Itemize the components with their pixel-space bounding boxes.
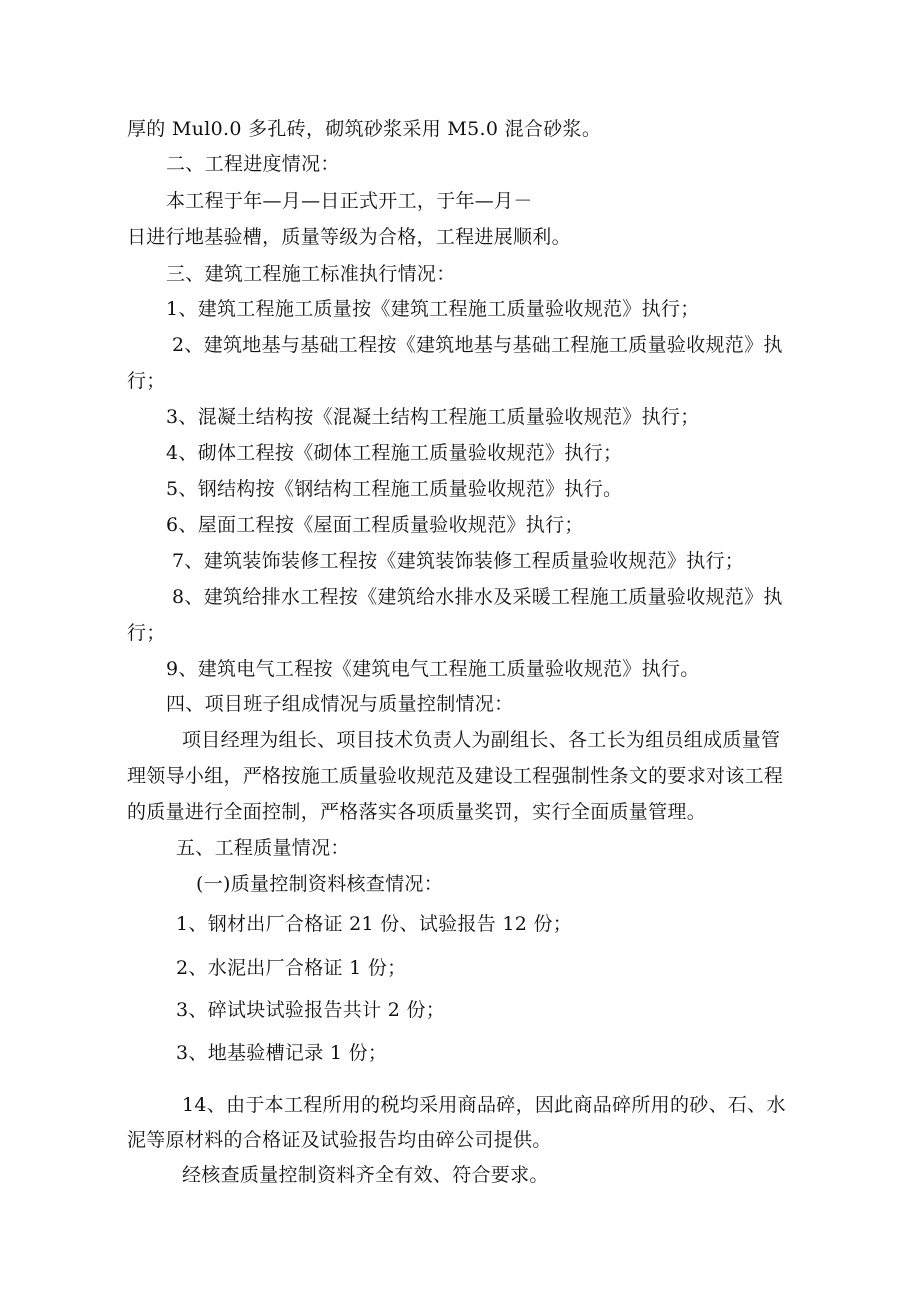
paragraph-line: 的质量进行全面控制，严格落实各项质量奖罚，实行全面质量管理。 — [127, 801, 707, 823]
paragraph-line: 理领导小组，严格按施工质量验收规范及建设工程强制性条文的要求对该工程 — [127, 765, 784, 787]
paragraph-line: 项目经理为组长、项目技术负责人为副组长、各工长为组员组成质量管 — [182, 729, 781, 751]
text-line: 厚的 Mul0.0 多孔砖，砌筑砂浆采用 M5.0 混合砂浆。 — [127, 118, 602, 140]
list-item: 3、混凝土结构按《混凝土结构工程施工质量验收规范》执行； — [166, 406, 700, 428]
list-item: 1、建筑工程施工质量按《建筑工程施工质量验收规范》执行； — [166, 298, 700, 320]
paragraph-line: 14、由于本工程所用的税均采用商品碎，因此商品碎所用的砂、石、水 — [182, 1094, 786, 1116]
text-line: 本工程于年—月—日正式开工，于年—月－ — [166, 190, 533, 212]
section-heading: 二、工程进度情况： — [166, 153, 340, 175]
list-item: 6、屋面工程按《屋面工程质量验收规范》执行； — [166, 514, 584, 536]
list-item: 2、建筑地基与基础工程按《建筑地基与基础工程施工质量验收规范》执 — [172, 334, 783, 356]
list-item: 7、建筑装饰装修工程按《建筑装饰装修工程质量验收规范》执行； — [172, 550, 745, 572]
list-item-continuation: 行； — [127, 622, 166, 644]
text-line: 日进行地基验槽，质量等级为合格，工程进展顺利。 — [127, 226, 571, 248]
section-heading: 四、项目班子组成情况与质量控制情况： — [166, 693, 514, 715]
list-item: 8、建筑给排水工程按《建筑给水排水及采暖工程施工质量验收规范》执 — [172, 586, 783, 608]
list-item: 3、地基验槽记录 1 份； — [176, 1042, 388, 1064]
list-item: 5、钢结构按《钢结构工程施工质量验收规范》执行。 — [166, 478, 623, 500]
list-item: 3、碎试块试验报告共计 2 份； — [176, 999, 446, 1021]
list-item: 1、钢材出厂合格证 21 份、试验报告 12 份； — [176, 913, 573, 935]
section-heading: 五、工程质量情况： — [176, 837, 350, 859]
paragraph-line: 经核查质量控制资料齐全有效、符合要求。 — [182, 1164, 549, 1186]
list-item: 4、砌体工程按《砌体工程施工质量验收规范》执行； — [166, 442, 623, 464]
list-item: 9、建筑电气工程按《建筑电气工程施工质量验收规范》执行。 — [166, 658, 700, 680]
list-item-continuation: 行； — [127, 370, 166, 392]
list-item: 2、水泥出厂合格证 1 份； — [176, 957, 407, 979]
paragraph-line: 泥等原材料的合格证及试验报告均由碎公司提供。 — [127, 1129, 552, 1151]
section-heading: 三、建筑工程施工标准执行情况： — [166, 263, 456, 285]
subsection-heading: (一)质量控制资料核查情况： — [196, 873, 444, 895]
